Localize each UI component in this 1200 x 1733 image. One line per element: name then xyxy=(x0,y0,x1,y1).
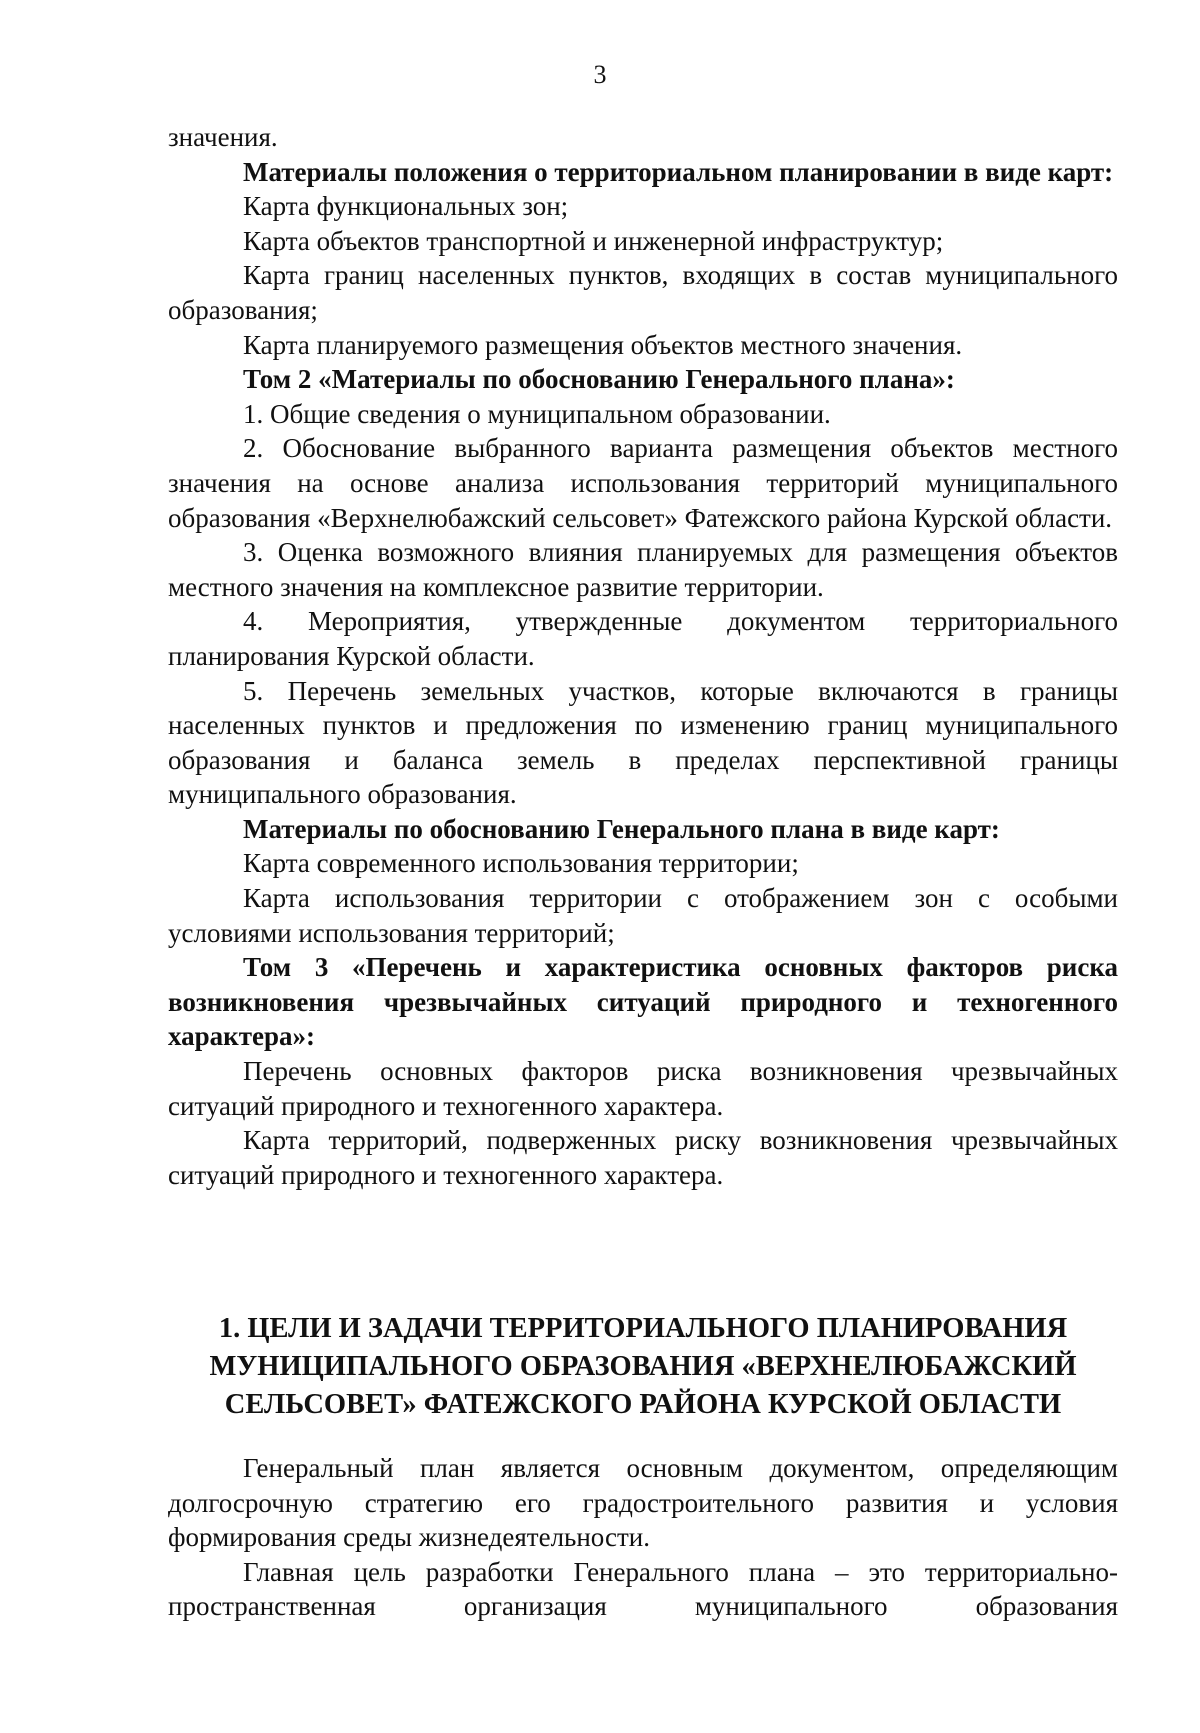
section-heading-line: 1. ЦЕЛИ И ЗАДАЧИ ТЕРРИТОРИАЛЬНОГО ПЛАНИРОВАНИЯ xyxy=(218,1313,1068,1344)
list-item-map: Карта планируемого размещения объектов местного значения. xyxy=(243,329,963,360)
list-item-map: Карта функциональных зон; xyxy=(243,191,569,222)
list-item-map: Карта объектов транспортной и инженерной инфраструктур; xyxy=(243,225,944,256)
paragraph: Главная цель разработки Генерального плана – это территориально-пространственная организация муниципального образования xyxy=(168,1556,1118,1622)
list-item-risk: Перечень основных факторов риска возникновения чрезвычайных ситуаций природного и техногенного характера. xyxy=(168,1056,1118,1121)
list-item-map: Карта использования территории с отображением зон с особыми условиями использования территорий; xyxy=(168,883,1118,948)
heading-maps-position: Материалы положения о территориальном планировании в виде карт: xyxy=(243,156,1114,187)
list-item-numbered: 1. Общие сведения о муниципальном образовании. xyxy=(243,398,831,429)
list-item-numbered: 2. Обоснование выбранного варианта размещения объектов местного значения на основе анализа использования территорий муниципального образования «Верхнелюбажский сельсовет» Фатежского района Курской области. xyxy=(168,433,1118,533)
paragraph: Генеральный план является основным документом, определяющим долгосрочную стратегию его градостроительного развития и условия формирования среды жизнедеятельности. xyxy=(168,1453,1118,1553)
list-item-risk: Карта территорий, подверженных риску возникновения чрезвычайных ситуаций природного и техногенного характера. xyxy=(168,1125,1118,1190)
section-heading-line: МУНИЦИПАЛЬНОГО ОБРАЗОВАНИЯ «ВЕРХНЕЛЮБАЖСКИЙ xyxy=(209,1351,1077,1382)
list-item-numbered: 4. Мероприятия, утвержденные документом территориального планирования Курской области. xyxy=(168,606,1118,671)
heading-maps-justification: Материалы по обоснованию Генерального плана в виде карт: xyxy=(243,813,1000,844)
section-heading-line: СЕЛЬСОВЕТ» ФАТЕЖСКОГО РАЙОНА КУРСКОЙ ОБЛАСТИ xyxy=(224,1389,1062,1420)
list-item-numbered: 3. Оценка возможного влияния планируемых для размещения объектов местного значения на комплексное развитие территории. xyxy=(168,537,1118,602)
list-item-map: Карта современного использования территории; xyxy=(243,848,799,879)
heading-volume-2: Том 2 «Материалы по обоснованию Генерального плана»: xyxy=(243,364,955,395)
page-number: 3 xyxy=(593,60,607,89)
paragraph-continuation: значения. xyxy=(168,122,278,152)
list-item-numbered: 5. Перечень земельных участков, которые включаются в границы населенных пунктов и предложения по изменению границ муниципального образования и баланса земель в пределах перспективной границы муниципального образования. xyxy=(168,675,1118,810)
section-heading xyxy=(168,1310,1118,1424)
document-body xyxy=(168,120,1118,1192)
heading-volume-3: Том 3 «Перечень и характеристика основных факторов риска возникновения чрезвычайных ситуаций природного и техногенного характера»: xyxy=(168,952,1118,1052)
list-item-map: Карта границ населенных пунктов, входящих в состав муниципального образования; xyxy=(168,260,1118,325)
section-body xyxy=(168,1451,1118,1624)
